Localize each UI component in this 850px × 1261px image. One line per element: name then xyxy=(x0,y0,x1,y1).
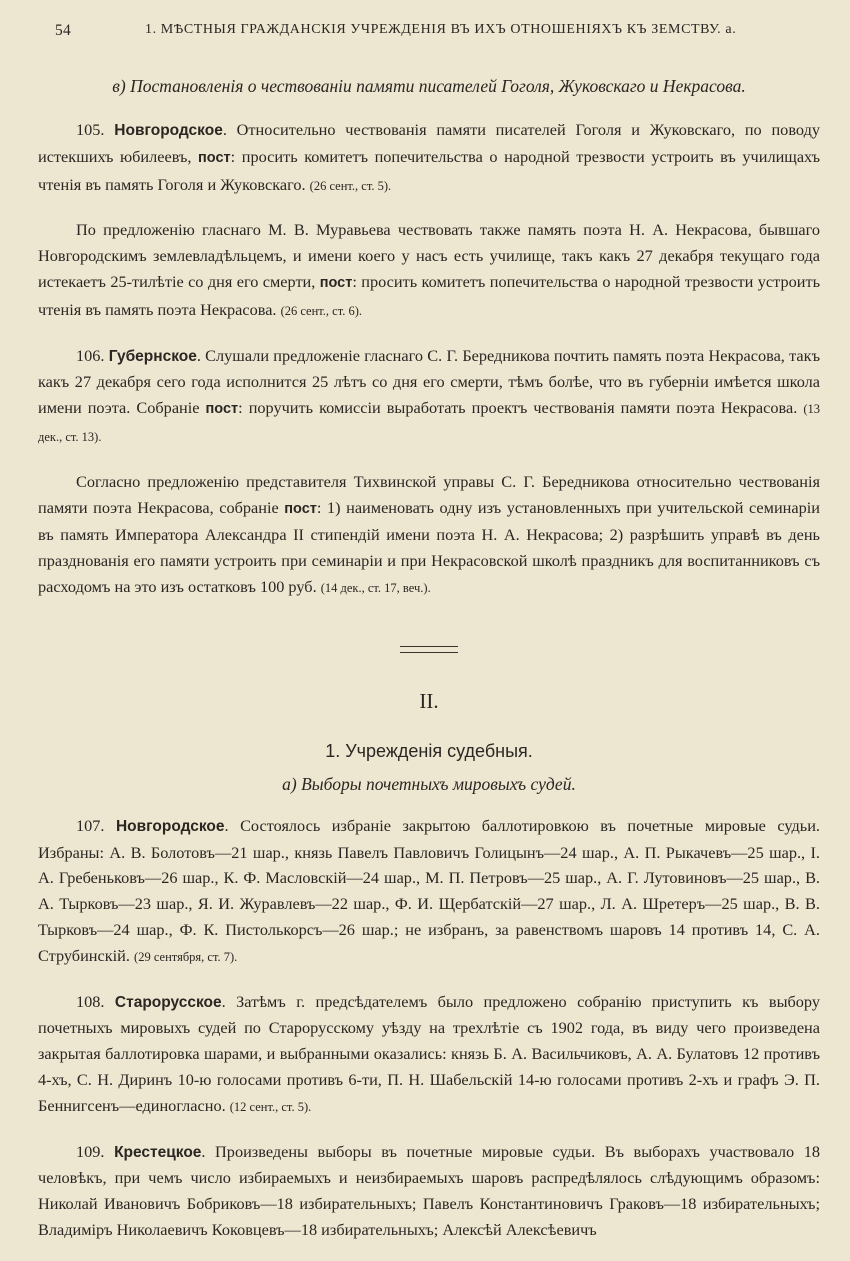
resolution-keyword: пост xyxy=(319,274,353,291)
resolution-keyword: пост xyxy=(198,149,231,166)
paragraph-number: 105. xyxy=(76,120,105,139)
section-heading-v: в) Постановленія о чествованіи памяти писателей Гоголя, Жуковскаго и Некрасова. xyxy=(112,76,746,96)
paragraph-text: По предложенію гласнаго М. В. Муравьева чествовать также память поэта Н. А. Некрасова, бывшаго Новгородскимъ землевладѣльцемъ, и имени коего у насъ есть училище, такъ какъ 27 декабря текущаго года истекаетъ 25-тилѣтіе со дня его смерти, xyxy=(38,220,820,291)
part-number: II. xyxy=(419,688,439,713)
paragraph-text: : просить комитетъ попечительства о народной трезвости устроить чтенія въ память поэта Некрасова. xyxy=(38,271,820,319)
paragraph-number: 107. xyxy=(76,815,105,835)
section-title: 1. Учрежденія судебныя. xyxy=(325,740,533,761)
assembly-name: Новгородское xyxy=(115,817,225,835)
paragraph-106-cont xyxy=(38,469,820,602)
paragraph-text: Согласно предложенію представителя Тихвинской управы С. Г. Бередникова относительно чествованія памяти поэта Некрасова, собраніе xyxy=(38,471,820,517)
paragraph-text: . Затѣмъ г. предсѣдателемъ было предложено собранію приступить къ выбору почетныхъ мировыхъ судей по Старорусскому уѣзду на трехлѣтіе съ 1902 года, въ виду чего произведена закрытая баллотировка шарами, и выбранными оказались: князь Б. А. Васильчиковъ, А. А. Булатовъ 12 противъ 4-хъ, С. Н. Диринъ 10-ю голосами противъ 6-ти, П. Н. Шабельскій 14-ю голосами противъ 2-хъ и графъ Э. П. Беннигсенъ—единогласно. xyxy=(38,991,820,1115)
resolution-keyword: пост xyxy=(205,401,239,418)
assembly-name: Старорусское xyxy=(114,993,222,1011)
paragraph-105 xyxy=(38,117,820,199)
paragraph-109 xyxy=(38,1139,820,1243)
paragraph-text: . Произведены выборы въ почетные мировые судьи. Въ выборахъ участвовало 18 человѣкъ, при чемъ число избираемыхъ и неизбираемыхъ шаровъ распредѣлялось слѣдующимъ образомъ: Николай Ивановичъ Бобриковъ—18 избирательныхъ; Павелъ Константиновичъ Граковъ—18 избирательныхъ; Владиміръ Николаевичъ Коковцевъ—18 избирательныхъ; Алексѣй Алексѣевичъ xyxy=(38,1141,820,1239)
citation: (12 сент., ст. 5). xyxy=(229,1099,312,1114)
section-divider xyxy=(400,646,458,653)
citation: (26 сент., ст. 5). xyxy=(309,178,392,193)
resolution-keyword: пост xyxy=(284,500,317,517)
page-number: 54 xyxy=(55,22,71,39)
assembly-name: Губернское xyxy=(108,347,197,365)
page-body xyxy=(38,76,820,1261)
paragraph-text: . Слушали предложеніе гласнаго С. Г. Бередникова почтить память поэта Некрасова, такъ какъ 27 декабря сего года исполнится 25 лѣтъ со дня его смерти, тѣмъ болѣе, что въ губерніи имѣется школа имени поэта. Собраніе xyxy=(38,345,820,418)
citation: (26 сент., ст. 6). xyxy=(280,303,363,318)
paragraph-106 xyxy=(38,343,820,451)
paragraph-number: 106. xyxy=(76,345,105,365)
paragraph-text: : 1) наименовать одну изъ установленныхъ при учительской семинаріи въ память Императора Александра II стипендій имени поэта Н. А. Некрасова; 2) разрѣшить управѣ въ день празднованія его памяти устроить при семинаріи и при Некрасовской школѣ праздникъ для воспитанниковъ съ расходомъ на это изъ остатковъ 100 руб. xyxy=(38,497,820,596)
paragraph-107 xyxy=(38,813,820,971)
paragraph-text: . Состоялось избраніе закрытою баллотировкою въ почетные мировые судьи. Избраны: А. В. Болотовъ—21 шар., князь Павелъ Павловичъ Голицынъ—24 шар., А. П. Рыкачевъ—25 шар., І. А. Гребеньковъ—26 шар., К. Ф. Масловскій—24 шар., М. П. Петровъ—25 шар., А. Г. Лутовиновъ—25 шар., В. А. Тырковъ—23 шар., Я. И. Журавлевъ—22 шар., Ф. И. Щербатскій—27 шар., Л. А. Шретеръ—25 шар., В. В. Тырковъ—24 шар., Ф. К. Пистолькорсъ—26 шар.; не избранъ, за равенствомъ шаровъ 14 противъ 14, С. А. Струбинскій. xyxy=(38,815,820,965)
citation: (14 дек., ст. 17, веч.). xyxy=(320,580,431,595)
assembly-name: Крестецкое xyxy=(114,1143,202,1161)
paragraph-text: : просить комитетъ попечительства о народной трезвости устроить въ училищахъ чтенія въ память Гоголя и Жуковскаго. xyxy=(38,146,820,194)
paragraph-text: . Относительно чествованія памяти писателей Гоголя и Жуковскаго, по поводу истекшихъ юбилеевъ, xyxy=(38,120,820,166)
assembly-name: Новгородское xyxy=(114,122,223,139)
paragraph-105-cont xyxy=(38,217,820,324)
paragraph-text: : поручить комиссіи выработать проектъ чествованія памяти поэта Некрасова. xyxy=(238,398,804,418)
paragraph-108 xyxy=(38,989,820,1121)
citation: (13 дек., ст. 13). xyxy=(38,402,820,444)
subsection-heading: а) Выборы почетныхъ мировыхъ судей. xyxy=(282,773,576,794)
citation: (29 сентября, ст. 7). xyxy=(134,949,238,964)
paragraph-number: 108. xyxy=(76,991,105,1011)
running-title: 1. МѢСТНЫЯ ГРАЖДАНСКІЯ УЧРЕЖДЕНІЯ ВЪ ИХЪ ОТНОШЕНІЯХЪ КЪ ЗЕМСТВУ. а. xyxy=(145,22,737,37)
paragraph-number: 109. xyxy=(76,1141,105,1161)
